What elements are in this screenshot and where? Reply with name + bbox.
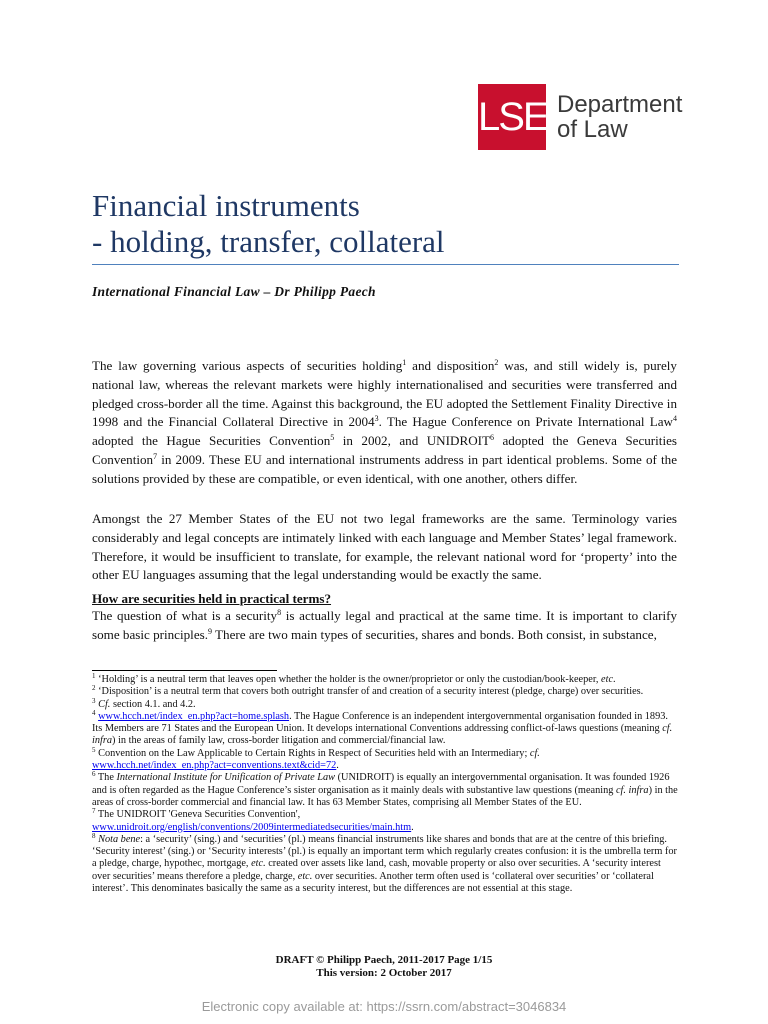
footnote-8: $^8$ Nota bene: a ‘security’ (sing.) and ‘securities’ (pl.) means financial instruments like shares and bonds that are at the centre of this briefing. ‘Security interest’ (sing.) or ‘Security interests’ (pl.) is equally an important term which regularly creates confusion: it is the umbrella term for a pledge, charge, hypothec, mortgage, etc. created over assets like land, cash, movable property or also over securities. A ‘security interest over securities’ means therefore a pledge, charge, etc. over securities. Another term often used is ‘collateral over securities’ or ‘collateral interest’. This denominates basically the same as a security interest, but the differences are not essential at this stage.: [92, 831, 677, 895]
lse-logo-mark: LSE: [478, 84, 546, 150]
footnote-ref-8[interactable]: 8: [277, 608, 282, 617]
unidroit-link[interactable]: www.unidroit.org/english/conventions/2009intermediatedsecurities/main.htm: [92, 821, 412, 833]
logo-line-2: of Law: [557, 116, 628, 143]
lse-logo: [478, 84, 682, 150]
footnote-4: $^4$ www.hcch.net/index_en.php?act=home.splash. The Hague Conference is an independent intergovernmental organisation founded in 1893. Its Members are 71 States and the European Union. It develops international Conventions addressing conflict-of-laws questions (meaning cf. infra) in the areas of family law, cross-border litigation and commercial/financial law.: [92, 708, 673, 747]
footnote-2: $^2$ ‘Disposition’ is a neutral term that covers both outright transfer of and creation of a security interest (pledge, charge) over securities.: [92, 684, 644, 698]
ssrn-watermark: Electronic copy available at: https://ssrn.com/abstract=3046834: [201, 999, 567, 1014]
footnote-ref-5[interactable]: 5: [330, 433, 335, 443]
page-footer: [0, 954, 768, 980]
title-divider: [92, 264, 679, 265]
title-line-2: - holding, transfer, collateral: [92, 224, 445, 259]
footnote-ref-3[interactable]: 3: [374, 414, 379, 424]
footnotes: [92, 674, 680, 895]
footnote-3: $^3$ Cf. section 4.1. and 4.2.: [92, 696, 196, 710]
paragraph-3: The question of what is a security$^8$ is actually legal and practical at the same time. It is important to clarify some basic principles.$^9$ There are two main types of securities, shares and bonds. Both consist, in substance,: [92, 608, 677, 642]
footnote-ref-1[interactable]: 1: [402, 358, 407, 367]
draft-line: DRAFT © Philipp Paech, 2011-2017 Page 1/15: [275, 954, 493, 966]
title-line-1: Financial instruments: [92, 188, 360, 223]
footnote-ref-2[interactable]: 2: [494, 358, 499, 367]
hcch-convention-link[interactable]: www.hcch.net/index_en.php?act=conventions.text&cid=72: [92, 760, 337, 772]
paragraph-2: Amongst the 27 Member States of the EU not two legal frameworks are the same. Terminology varies considerably and legal concepts are intimately linked with each language and Member States’ legal framework. Therefore, it would be insufficient to translate, for example, the relevant national word for ‘property’ into the other EU languages assuming that the legal understanding would be exactly the same.: [92, 511, 677, 583]
version-line: This version: 2 October 2017: [316, 967, 452, 979]
footnote-ref-4[interactable]: 4: [673, 414, 677, 424]
lse-logo-text: [557, 92, 682, 142]
hcch-link[interactable]: www.hcch.net/index_en.php?act=home.splash: [98, 710, 290, 722]
footnote-ref-6[interactable]: 6: [490, 433, 495, 443]
document-title: [92, 188, 682, 260]
document-subtitle: International Financial Law – Dr Philipp Paech: [92, 284, 376, 299]
logo-line-1: Department: [557, 91, 683, 118]
footnote-6: $^6$ The International Institute for Unification of Private Law (UNIDROIT) is equally an intergovernmental organisation. It was founded 1926 and is often regarded as the Hague Conference’s sister organisation as it mainly deals with substantive law questions (meaning cf. infra) in the areas of cross-border commercial and financial law. It has 63 Member States, comprising all Member States of the EU.: [92, 770, 678, 808]
paragraph-1: The law governing various aspects of securities holding$^1$ and disposition$^2$ was, and still widely is, purely national law, whereas the relevant markets were highly internationalised and securities were transferred and pledged cross-border all the time. Against this background, the EU adopted the Settlement Finality Directive in 1998 and the Financial Collateral Directive in 2004$^3$. The Hague Conference on Private International Law$^4$ adopted the Hague Securities Convention$^5$ in 2002, and UNIDROIT$^6$ adopted the Geneva Securities Convention$^7$ in 2009. These EU and international instruments address in part identical problems. Some of the solutions provided by these are compatible, or even identical, with one another, others differ.: [92, 358, 677, 486]
footnote-separator: [92, 670, 277, 671]
footnote-7: $^7$ The UNIDROIT 'Geneva Securities Convention', www.unidroit.org/english/conventions/2009intermediatedsecurities/main.htm.: [92, 807, 414, 833]
footnote-ref-9[interactable]: 9: [208, 626, 212, 636]
section-heading: How are securities held in practical terms?: [92, 591, 332, 606]
footnote-ref-7[interactable]: 7: [153, 451, 158, 461]
footnote-1: $^1$ ‘Holding’ is a neutral term that leaves open whether the holder is the owner/proprietor or only the custodian/book-keeper, etc.: [92, 672, 616, 685]
footnote-5: $^5$ Convention on the Law Applicable to Certain Rights in Respect of Securities held with an Intermediary; cf. www.hcch.net/index_en.php?act=conventions.text&cid=72.: [92, 745, 540, 772]
